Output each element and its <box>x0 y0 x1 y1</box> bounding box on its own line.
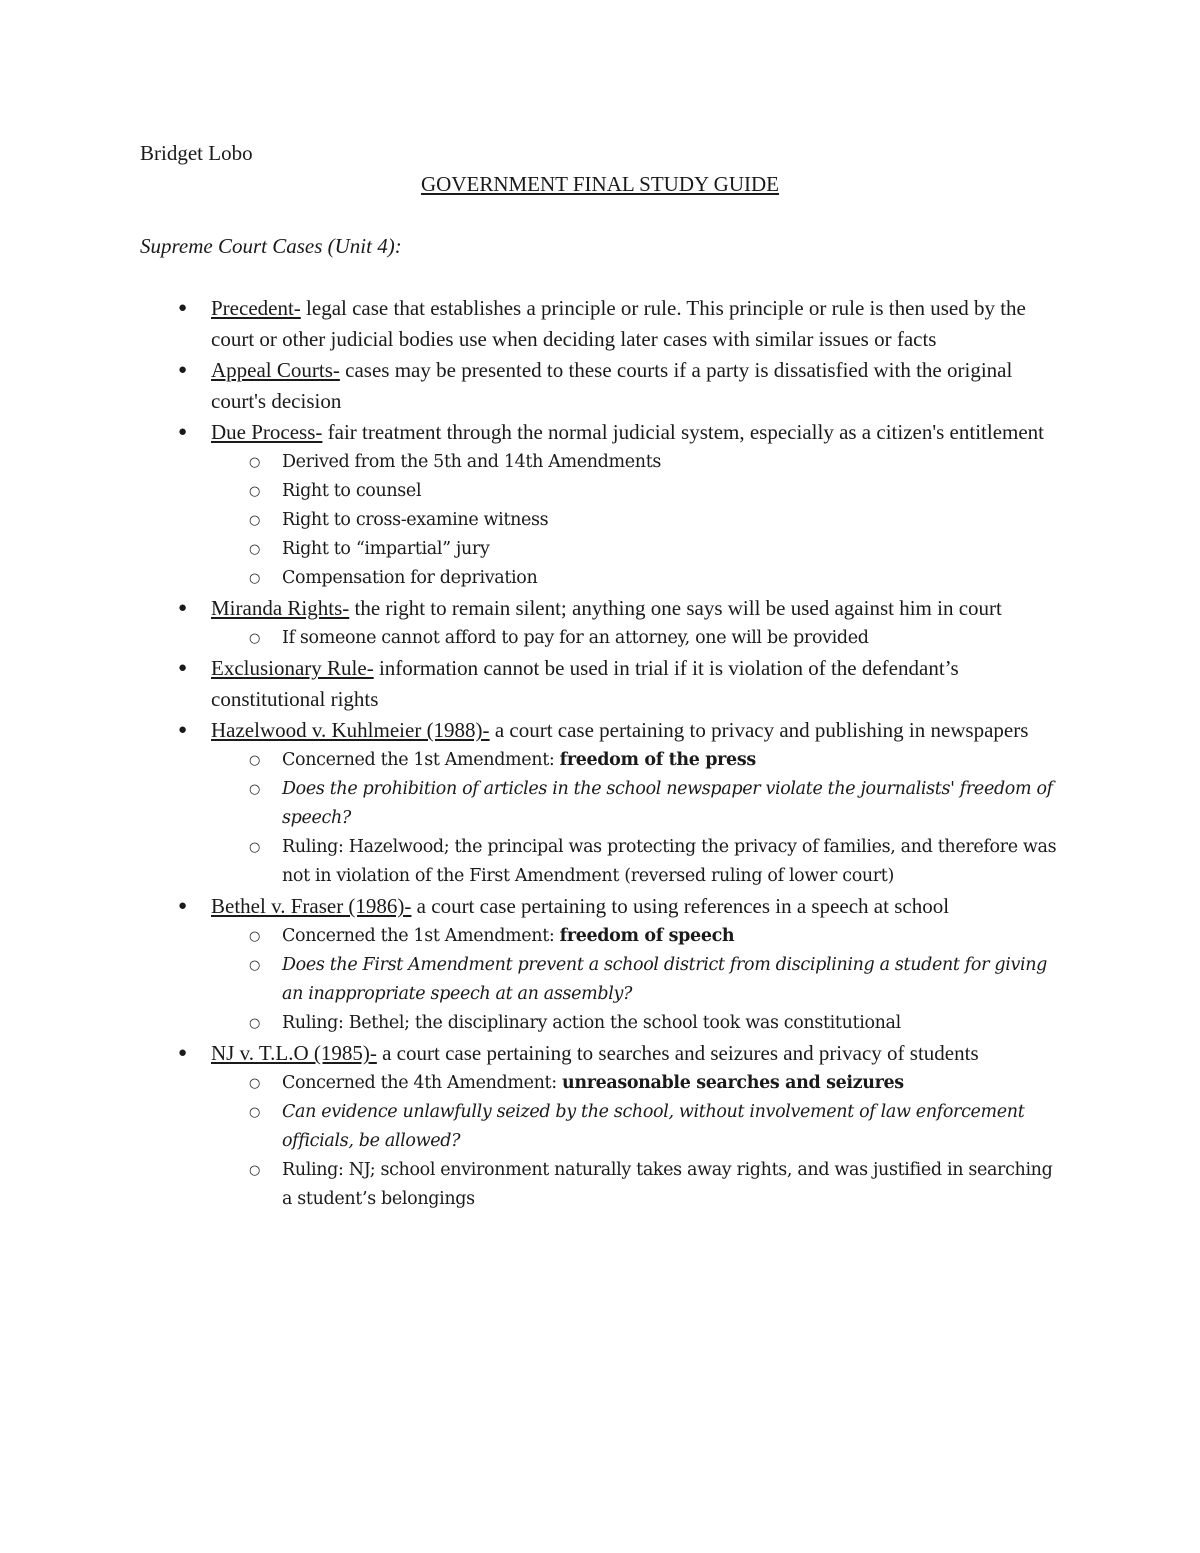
sub-item-text: Concerned the 4th Amendment: <box>282 1073 562 1093</box>
sub-list-wrapper <box>140 922 1060 1038</box>
term-name: Bethel v. Fraser (1986)- <box>211 894 412 918</box>
sub-item-text: Concerned the 1st Amendment: <box>282 750 560 770</box>
term-definition: a court case pertaining to using references in a speech at school <box>411 894 950 918</box>
term-definition: fair treatment through the normal judicial system, especially as a citizen's entitlement <box>322 420 1045 444</box>
term-item <box>140 593 1060 624</box>
sub-item <box>211 624 1060 653</box>
sub-item-text: If someone cannot afford to pay for an attorney, one will be provided <box>282 628 869 648</box>
circle-bullet-icon: ○ <box>249 631 260 646</box>
sub-item-text: Can evidence unlawfully seized by the school, without involvement of law enforcement officials, be allowed? <box>282 1102 1025 1151</box>
term-name: Due Process- <box>211 420 323 444</box>
circle-bullet-icon: ○ <box>249 571 260 586</box>
term-definition: a court case pertaining to privacy and publishing in newspapers <box>489 718 1029 742</box>
circle-bullet-icon: ○ <box>249 542 260 557</box>
term-list <box>140 293 1060 1214</box>
amendment-focus: freedom of the press <box>559 750 756 770</box>
sub-item <box>211 535 1060 564</box>
case-question <box>211 951 1060 1009</box>
page-title: GOVERNMENT FINAL STUDY GUIDE <box>421 172 779 196</box>
sub-item <box>211 746 1060 775</box>
sub-list-wrapper <box>140 1069 1060 1214</box>
sub-list <box>211 746 1060 891</box>
sub-item <box>211 506 1060 535</box>
term-name: Miranda Rights- <box>211 596 350 620</box>
bullet-icon: ● <box>178 1045 188 1061</box>
term-item <box>140 653 1060 715</box>
sub-list <box>211 922 1060 1038</box>
term-name: Appeal Courts- <box>211 358 340 382</box>
term-item <box>140 417 1060 448</box>
sub-item-text: Derived from the 5th and 14th Amendments <box>282 452 662 472</box>
term-item <box>140 715 1060 746</box>
case-question <box>211 775 1060 833</box>
sub-item-text: Compensation for deprivation <box>282 568 538 588</box>
author-name: Bridget Lobo <box>140 141 253 165</box>
bullet-icon: ● <box>178 362 188 378</box>
circle-bullet-icon: ○ <box>249 513 260 528</box>
term-definition: the right to remain silent; anything one says will be used against him in court <box>349 596 1002 620</box>
circle-bullet-icon: ○ <box>249 1076 260 1091</box>
sub-list-wrapper <box>140 624 1060 653</box>
term-name: Precedent- <box>211 296 301 320</box>
amendment-focus: freedom of speech <box>559 926 735 946</box>
sub-item <box>211 1069 1060 1098</box>
sub-item-text: Right to counsel <box>282 481 422 501</box>
bullet-icon: ● <box>178 722 188 738</box>
sub-item <box>211 833 1060 891</box>
sub-item-text: Does the prohibition of articles in the school newspaper violate the journalists' freedom of speech? <box>282 779 1053 828</box>
sub-item <box>211 922 1060 951</box>
term-definition: legal case that establishes a principle or rule. This principle or rule is then used by the court or other judicial bodies use when deciding later cases with similar issues or facts <box>211 296 1026 351</box>
sub-item <box>211 477 1060 506</box>
sub-item <box>211 564 1060 593</box>
term-item <box>140 355 1060 417</box>
sub-item-text: Right to “impartial” jury <box>282 539 490 559</box>
circle-bullet-icon: ○ <box>249 782 260 797</box>
term-item <box>140 293 1060 355</box>
amendment-focus: unreasonable searches and seizures <box>561 1073 904 1093</box>
circle-bullet-icon: ○ <box>249 455 260 470</box>
sub-item-text: Ruling: Bethel; the disciplinary action the school took was constitutional <box>282 1013 901 1033</box>
sub-list <box>211 448 1060 593</box>
bullet-icon: ● <box>178 898 188 914</box>
bullet-icon: ● <box>178 300 188 316</box>
sub-item <box>211 448 1060 477</box>
circle-bullet-icon: ○ <box>249 1163 260 1178</box>
sub-list <box>211 1069 1060 1214</box>
sub-item-text: Ruling: Hazelwood; the principal was protecting the privacy of families, and therefore was not in violation of the First Amendment (reversed ruling of lower court) <box>282 837 1057 886</box>
sub-list <box>211 624 1060 653</box>
circle-bullet-icon: ○ <box>249 958 260 973</box>
term-definition: cases may be presented to these courts if a party is dissatisfied with the original court's decision <box>211 358 1013 413</box>
sub-list-wrapper <box>140 448 1060 593</box>
sub-item-text: Right to cross-examine witness <box>282 510 549 530</box>
term-item <box>140 891 1060 922</box>
sub-item-text: Does the First Amendment prevent a school district from disciplining a student for giving an inappropriate speech at an assembly? <box>282 955 1047 1004</box>
bullet-icon: ● <box>178 424 188 440</box>
case-question <box>211 1098 1060 1156</box>
circle-bullet-icon: ○ <box>249 840 260 855</box>
sub-item-text: Ruling: NJ; school environment naturally takes away rights, and was justified in searching a student’s belongings <box>282 1160 1053 1209</box>
term-name: Hazelwood v. Kuhlmeier (1988)- <box>211 718 490 742</box>
term-definition: information cannot be used in trial if it is violation of the defendant’s constitutional rights <box>211 656 959 711</box>
sub-item <box>211 1009 1060 1038</box>
sub-list-wrapper <box>140 746 1060 891</box>
bullet-icon: ● <box>178 600 188 616</box>
circle-bullet-icon: ○ <box>249 929 260 944</box>
circle-bullet-icon: ○ <box>249 1105 260 1120</box>
circle-bullet-icon: ○ <box>249 1016 260 1031</box>
sub-item <box>211 1156 1060 1214</box>
term-name: Exclusionary Rule- <box>211 656 374 680</box>
term-name: NJ v. T.L.O (1985)- <box>211 1041 377 1065</box>
sub-item-text: Concerned the 1st Amendment: <box>282 926 560 946</box>
section-heading: Supreme Court Cases (Unit 4): <box>140 234 402 258</box>
term-definition: a court case pertaining to searches and seizures and privacy of students <box>376 1041 979 1065</box>
circle-bullet-icon: ○ <box>249 753 260 768</box>
document-page <box>140 138 1060 1214</box>
term-item <box>140 1038 1060 1069</box>
bullet-icon: ● <box>178 660 188 676</box>
circle-bullet-icon: ○ <box>249 484 260 499</box>
